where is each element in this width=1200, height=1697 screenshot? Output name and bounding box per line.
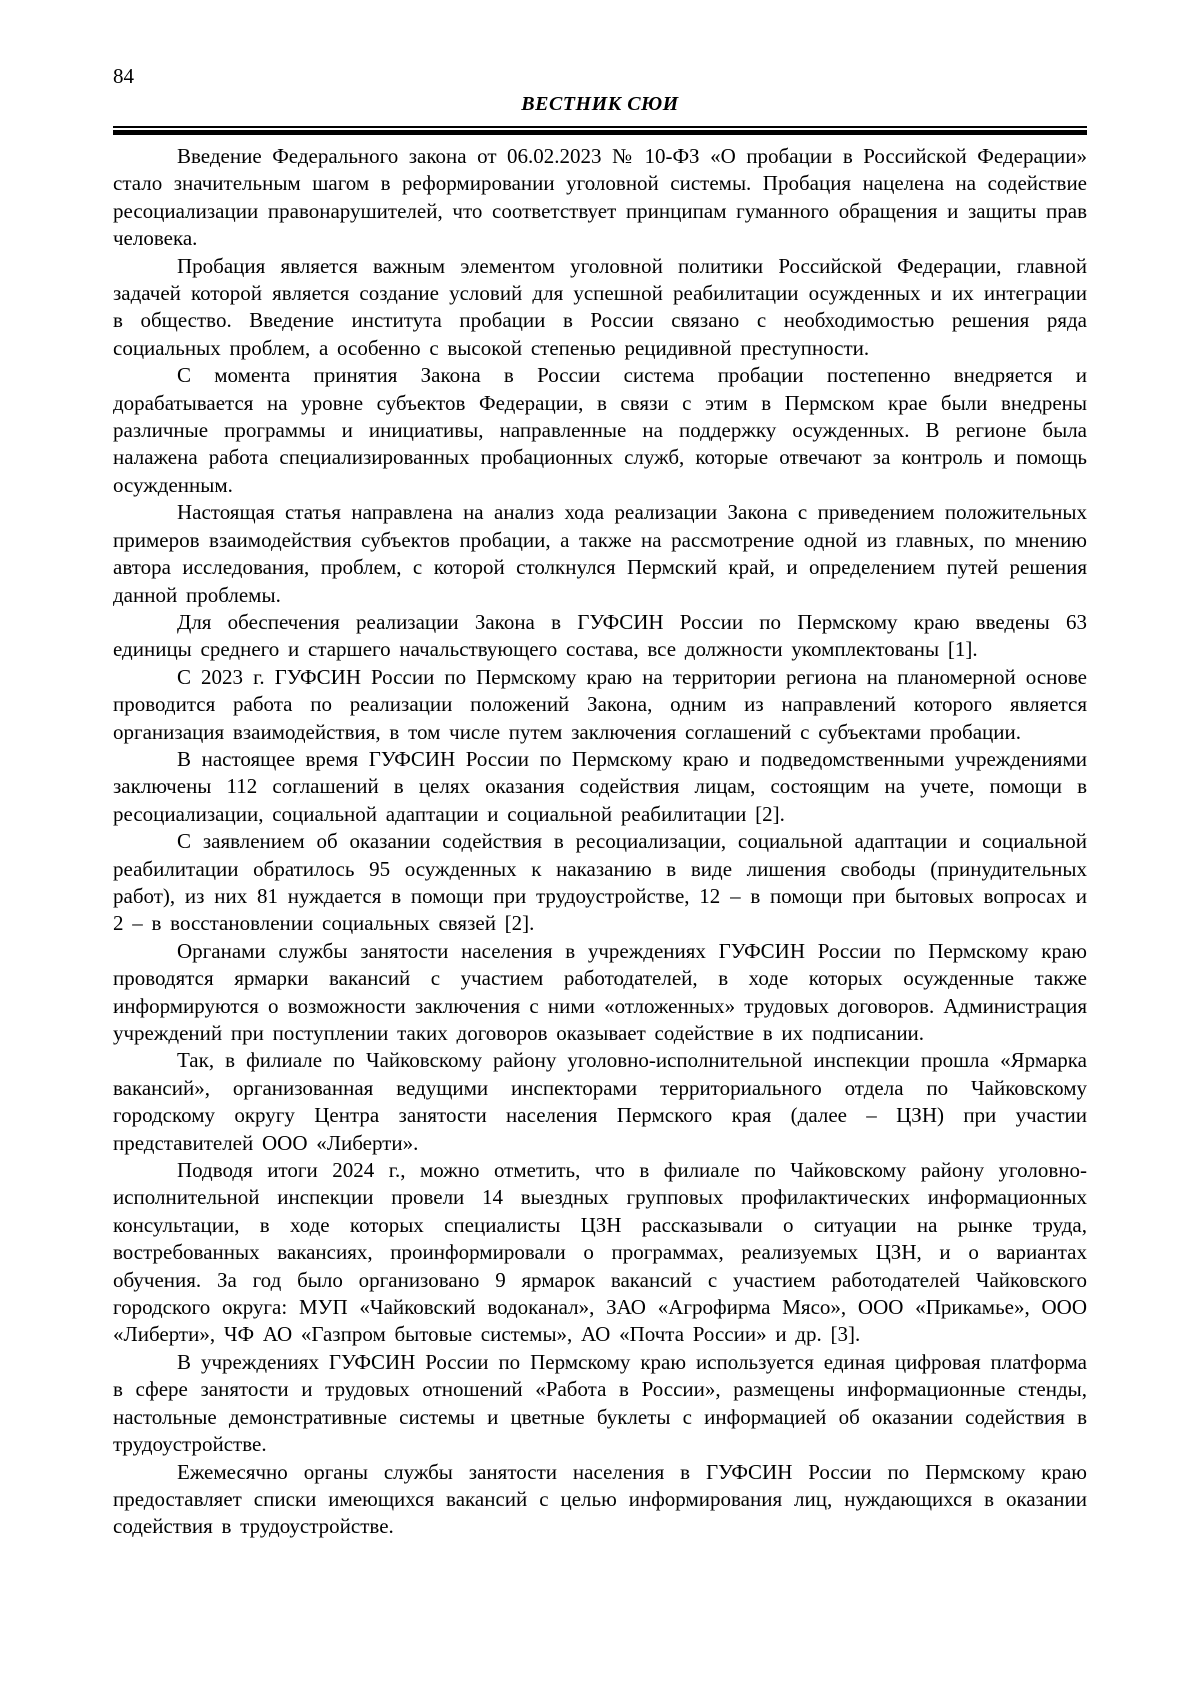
paragraph: Ежемесячно органы службы занятости населения в ГУФСИН России по Пермскому краю предоставляет списки имеющихся вакансий с целью информирования лиц, нуждающихся в оказании содействия в трудоустройстве. (113, 1459, 1087, 1539)
paragraph: В учреждениях ГУФСИН России по Пермскому краю используется единая цифровая платформа в сфере занятости и трудовых отношений «Работа в России», размещены информационные стенды, настольные демонстративные системы и цветные буклеты с информацией об оказании содействия в трудоустройстве. (113, 1349, 1087, 1457)
paragraph: С заявлением об оказании содействия в ресоциализации, социальной адаптации и социальной реабилитации обратилось 95 осужденных к наказанию в виде лишения свободы (принудительных работ), из них 81 нуждается в помощи при трудоустройстве, 12 – в помощи при бытовых вопросах и 2 – в восстановлении социальных связей [2]. (113, 829, 1087, 936)
paragraph: Так, в филиале по Чайковскому району уголовно-исполнительной инспекции прошла «Ярмарка вакансий», организованная ведущими инспекторами территориального отдела по Чайковскому городскому округу Центра занятости населения Пермского края (далее – ЦЗН) при участии представителей ООО «Либерти». (113, 1048, 1087, 1155)
paragraph: Введение Федерального закона от 06.02.2023 № 10-ФЗ «О пробации в Российской Федерации» стало значительным шагом в реформировании уголовной системы. Пробация нацелена на содействие ресоциализации правонарушителей, что соответствует принципам гуманного обращения и защиты прав человека. (113, 144, 1087, 251)
paragraph: Органами службы занятости населения в учреждениях ГУФСИН России по Пермскому краю проводятся ярмарки вакансий с участием работодателей, в ходе которых осужденные также информируются о возможности заключения с ними «отложенных» трудовых договоров. Администрация учреждений при поступлении таких договоров оказывает содействие в их подписании. (113, 938, 1087, 1045)
paragraph: Для обеспечения реализации Закона в ГУФСИН России по Пермскому краю введены 63 единицы среднего и старшего начальствующего состава, все должности укомплектованы [1]. (113, 609, 1087, 662)
paragraph: В настоящее время ГУФСИН России по Пермскому краю и подведомственными учреждениями заключены 112 соглашений в целях оказания содействия лицам, состоящим на учете, помощи в ресоциализации, социальной адаптации и социальной реабилитации [2]. (113, 746, 1087, 826)
article-body (113, 143, 1087, 1541)
paragraph: С момента принятия Закона в России система пробации постепенно внедряется и дорабатывается на уровне субъектов Федерации, в связи с этим в Пермском крае были внедрены различные программы и инициативы, направленные на поддержку осужденных. В регионе была налажена работа специализированных пробационных служб, которые отвечают за контроль и помощь осужденным. (113, 363, 1087, 497)
page-number: 84 (113, 64, 134, 88)
paragraph: С 2023 г. ГУФСИН России по Пермскому краю на территории региона на планомерной основе проводится работа по реализации положений Закона, одним из направлений которого является организация взаимодействия, в том числе путем заключения соглашений с субъектами пробации. (113, 664, 1087, 744)
header-divider (113, 126, 1087, 135)
paragraph: Подводя итоги 2024 г., можно отметить, что в филиале по Чайковскому району уголовно-исполнительной инспекции провели 14 выездных групповых профилактических информационных консультации, в ходе которых специалисты ЦЗН рассказывали о ситуации на рынке труда, востребованных вакансиях, проинформировали о программах, реализуемых ЦЗН, и о вариантах обучения. За год было организовано 9 ярмарок вакансий с участием работодателей Чайковского городского округа: МУП «Чайковский водоканал», ЗАО «Агрофирма Мясо», ООО «Прикамье», ООО «Либерти», ЧФ АО «Газпром бытовые системы», АО «Почта России» и др. [3]. (113, 1158, 1087, 1347)
paragraph: Пробация является важным элементом уголовной политики Российской Федерации, главной задачей которой является создание условий для успешной реабилитации осужденных и их интеграции в общество. Введение института пробации в России связано с необходимостью решения ряда социальных проблем, а особенно с высокой степенью рецидивной преступности. (113, 253, 1087, 360)
journal-header-title: ВЕСТНИК СЮИ (521, 93, 679, 115)
paragraph: Настоящая статья направлена на анализ хода реализации Закона с приведением положительных примеров взаимодействия субъектов пробации, а также на рассмотрение одной из главных, по мнению автора исследования, проблем, с которой столкнулся Пермский край, и определением путей решения данной проблемы. (113, 500, 1087, 607)
